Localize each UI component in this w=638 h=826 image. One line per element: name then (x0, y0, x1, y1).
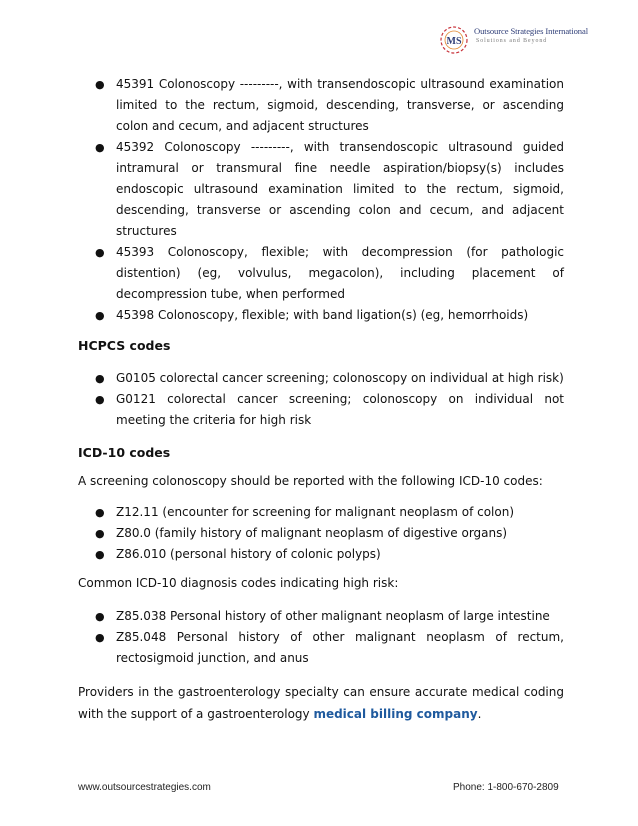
list-item (78, 606, 564, 627)
icd10-item-z1211: Z12.11 (encounter for screening for malignant neoplasm of colon) (116, 505, 515, 519)
bullet-icon: ● (95, 548, 105, 561)
hcpcs-item-g0121: G0121 colorectal cancer screening; colonoscopy on individual not meeting the criteria for high risk (116, 392, 564, 427)
hcpcs-item-g0105: G0105 colorectal cancer screening; colonoscopy on individual at high risk) (116, 371, 564, 385)
icd10-item-z85038: Z85.038 Personal history of other malignant neoplasm of large intestine (116, 609, 550, 623)
list-item (78, 627, 564, 669)
cpt-item-45392: 45392 Colonoscopy ---------, with transendoscopic ultrasound guided intramural or transmural fine needle aspiration/biopsy(s) includes endoscopic ultrasound examination limited to the rectum, sigmoid, descending, transverse or ascending colon and cecum, and adjacent structures (116, 140, 564, 238)
bullet-icon: ● (95, 610, 105, 623)
footer-phone: Phone: 1-800-670-2809 (453, 782, 559, 793)
icd10-screening-list (78, 502, 564, 565)
medical-billing-company-link[interactable]: medical billing company (313, 707, 478, 721)
list-item (78, 305, 564, 326)
high-risk-intro: Common ICD-10 diagnosis codes indicating high risk: (78, 576, 399, 590)
bullet-icon: ● (95, 372, 105, 385)
footer-website: www.outsourcestrategies.com (78, 782, 211, 793)
list-item (78, 137, 564, 242)
icd10-item-z85048: Z85.048 Personal history of other malignant neoplasm of rectum, rectosigmoid junction, and anus (116, 630, 564, 665)
closing-period: . (477, 707, 482, 721)
icd10-heading: ICD-10 codes (78, 445, 171, 460)
icd10-intro: A screening colonoscopy should be reported with the following ICD-10 codes: (78, 474, 543, 488)
bullet-icon: ● (95, 309, 105, 322)
icd10-item-z86010: Z86.010 (personal history of colonic polyps) (116, 547, 381, 561)
list-item (78, 242, 564, 305)
closing-paragraph (78, 681, 564, 725)
logo-tagline: Solutions and Beyond (476, 38, 548, 44)
hcpcs-code-list (78, 368, 564, 431)
bullet-icon: ● (95, 78, 105, 91)
list-item (78, 544, 564, 565)
closing-text: Providers in the gastroenterology specialty can ensure accurate medical coding with the support of a gastroenterology (78, 685, 564, 721)
list-item (78, 502, 564, 523)
logo-mark-text: MS (446, 36, 462, 47)
cpt-item-45391: 45391 Colonoscopy ---------, with transendoscopic ultrasound examination limited to the rectum, sigmoid, descending, transverse, or ascending colon and cecum, and adjacent structures (116, 77, 564, 133)
company-logo (438, 22, 589, 58)
cpt-item-45393: 45393 Colonoscopy, flexible; with decompression (for pathologic distention) (eg, volvulus, megacolon), including placement of decompression tube, when performed (116, 245, 564, 301)
cpt-code-list (78, 74, 564, 326)
list-item (78, 74, 564, 137)
bullet-icon: ● (95, 527, 105, 540)
bullet-icon: ● (95, 141, 105, 154)
hcpcs-heading: HCPCS codes (78, 338, 171, 353)
icd10-item-z800: Z80.0 (family history of malignant neoplasm of digestive organs) (116, 526, 508, 540)
document-body (78, 74, 564, 725)
bullet-icon: ● (95, 246, 105, 259)
list-item (78, 368, 564, 389)
logo-company-name: Outsource Strategies International (474, 26, 589, 36)
bullet-icon: ● (95, 506, 105, 519)
list-item (78, 523, 564, 544)
list-item (78, 389, 564, 431)
cpt-item-45398: 45398 Colonoscopy, flexible; with band ligation(s) (eg, hemorrhoids) (116, 308, 529, 322)
logo-mark-icon (438, 22, 470, 58)
bullet-icon: ● (95, 393, 105, 406)
bullet-icon: ● (95, 631, 105, 644)
icd10-high-risk-list (78, 606, 564, 669)
